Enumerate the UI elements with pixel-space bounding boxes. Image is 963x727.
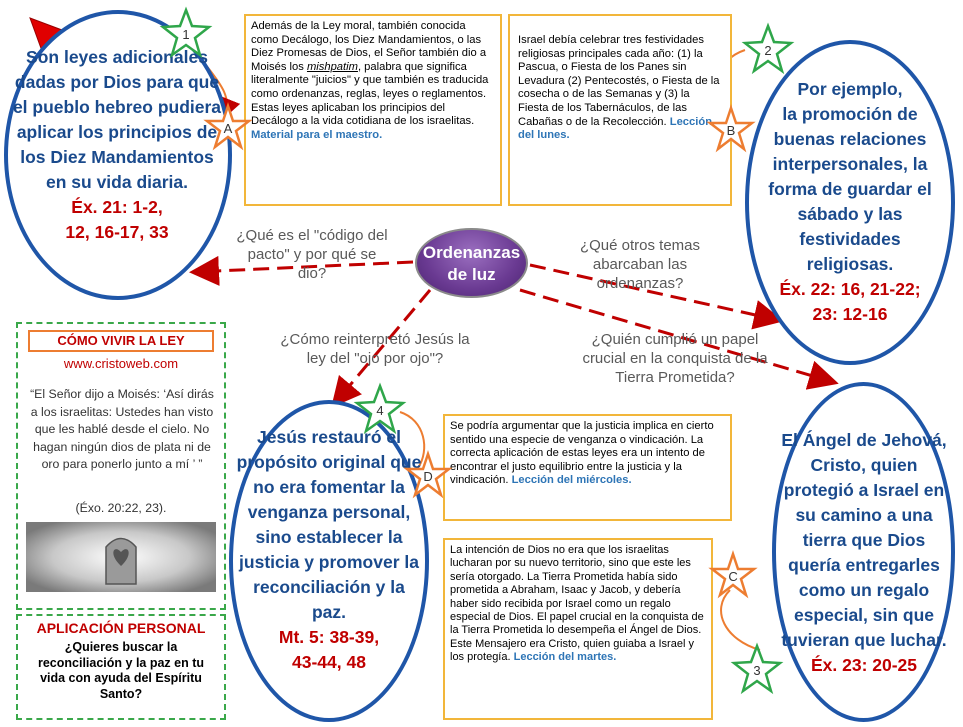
sidebar-citation: (Éxo. 20:22, 23). (75, 501, 167, 515)
question-3: ¿Cómo reinterpretó Jesús la ley del "ojo por ojo"? (280, 331, 470, 367)
star-c-label: C (728, 569, 738, 584)
center-label-2: de luz (447, 265, 496, 284)
bubble-4-ref-1: Mt. 5: 38-39, (278, 627, 380, 647)
note-b-text: Israel debía celebrar tres festividades religiosas principales cada año: (1) la Pascua, o Fiesta de los Panes sin Levadura (2) Pentecostés, o Fiesta de la cosecha o de las Semanas y (3) la Fiesta de los Tabernáculos, de las Cabañas o de la Recolección. (518, 34, 720, 128)
star-d-icon (407, 454, 449, 495)
bubble-1-body: Son leyes adicionales dadas por Dios para que el pueblo hebreo pudiera aplicar los principios de los Diez Mandamientos en su vida diaria. (12, 47, 222, 192)
star-2-icon (745, 26, 791, 71)
star-2-label: 2 (764, 43, 772, 58)
question-1: ¿Qué es el "código del pacto" y por qué se dio? (236, 227, 388, 282)
sidebar-title: CÓMO VIVIR LA LEY (28, 330, 214, 352)
bubble-2-line1: Por ejemplo, (797, 79, 903, 99)
bubble-3-body: El Ángel de Jehová, Cristo, quien protegió a Israel en su camino a una tierra que Dios quería entregarles como un regalo especial, sin que tuvieran que luchar. (781, 430, 947, 650)
note-a-lesson: Material para el maestro. (251, 128, 383, 141)
application-title: APLICACIÓN PERSONAL (36, 620, 206, 636)
bubble-2-ref-2: 23: 12-16 (812, 304, 888, 324)
note-c-lesson: Lección del martes. (513, 651, 617, 664)
question-2: ¿Qué otros temas abarcaban las ordenanzas? (579, 237, 701, 292)
star-1-label: 1 (182, 27, 190, 42)
bubble-1-ref-2: 12, 16-17, 33 (65, 222, 169, 242)
bubble-3-ref: Éx. 23: 20-25 (810, 655, 918, 675)
note-c-text: La intención de Dios no era que los israelitas lucharan por su nuevo territorio, sino que este les sería otorgado. La Tierra Prometida había sido prometida a Abraham, Isaac y Jacob, y debería haber sido recibida por Israel como un regalo especial de Dios. El papel crucial en la conquista de la Tierra Prometida lo desempeña el Ángel de Dios. Este Mensajero era Cristo, quien guiaba a Israel y los protegía. (450, 544, 704, 664)
star-a-icon (207, 106, 249, 147)
star-3-label: 3 (753, 663, 761, 678)
star-4-icon (357, 386, 403, 431)
sidebar-quote: “El Señor dijo a Moisés: ‘Así dirás a los israelitas: Ustedes han visto que les hablé desde el cielo. No hagan ningún dios de plata ni de oro para ponerlo junto a mí ’ ” (30, 387, 214, 471)
note-a-italic: mishpatim (306, 60, 358, 73)
bubble-4-body: Jesús restauró el propósito original que no era fomentar la venganza personal, sino establecer la justicia y promover la reconciliación y la paz. (236, 427, 422, 622)
star-1-icon (163, 10, 209, 55)
note-a-text-2: , palabra que significa literalmente "juicios" y que también es traducida como ordenanzas, reglas, leyes o reglamentos. Estas leyes aplicaban los principios del Decálogo a la vida cotidiana de los israelitas. (251, 60, 489, 128)
note-a-text-1: Además de la Ley moral, también conocida como Decálogo, los Diez Mandamientos, o las Diez Promesas de Dios, el Señor también dio a Moisés los (251, 20, 487, 73)
note-d-text: Se podría argumentar que la justicia implica en cierto sentido una especie de venganza o vindicación. La correcta aplicación de estas leyes era un intento de encontrar el justo equilibrio entre la justicia y la vindicación. (450, 420, 714, 487)
center-label-1: Ordenanzas (422, 243, 521, 262)
star-d-label: D (423, 469, 433, 484)
star-b-icon (710, 108, 752, 149)
note-b-lesson: Lección del lunes. (518, 115, 713, 142)
bubble-1-ref-1: Éx. 21: 1-2, (71, 197, 163, 217)
star-b-label: B (726, 123, 736, 138)
bubble-4-ref-2: 43-44, 48 (292, 652, 366, 672)
bubble-2-ref-1: Éx. 22: 16, 21-22; (779, 279, 921, 299)
star-4-label: 4 (376, 403, 384, 418)
star-a-label: A (223, 121, 233, 136)
application-text: ¿Quieres buscar la reconciliación y la paz en tu vida con ayuda del Espíritu Santo? (37, 640, 205, 701)
sidebar-site: www.cristoweb.com (63, 356, 179, 371)
note-d-lesson: Lección del miércoles. (511, 474, 632, 487)
question-4: ¿Quién cumplió un papel crucial en la conquista de la Tierra Prometida? (582, 331, 768, 386)
star-c-icon (712, 554, 754, 595)
star-3-icon (734, 646, 780, 691)
bubble-2-body: la promoción de buenas relaciones interpersonales, la forma de guardar el sábado y las festividades religiosas. (768, 104, 932, 274)
